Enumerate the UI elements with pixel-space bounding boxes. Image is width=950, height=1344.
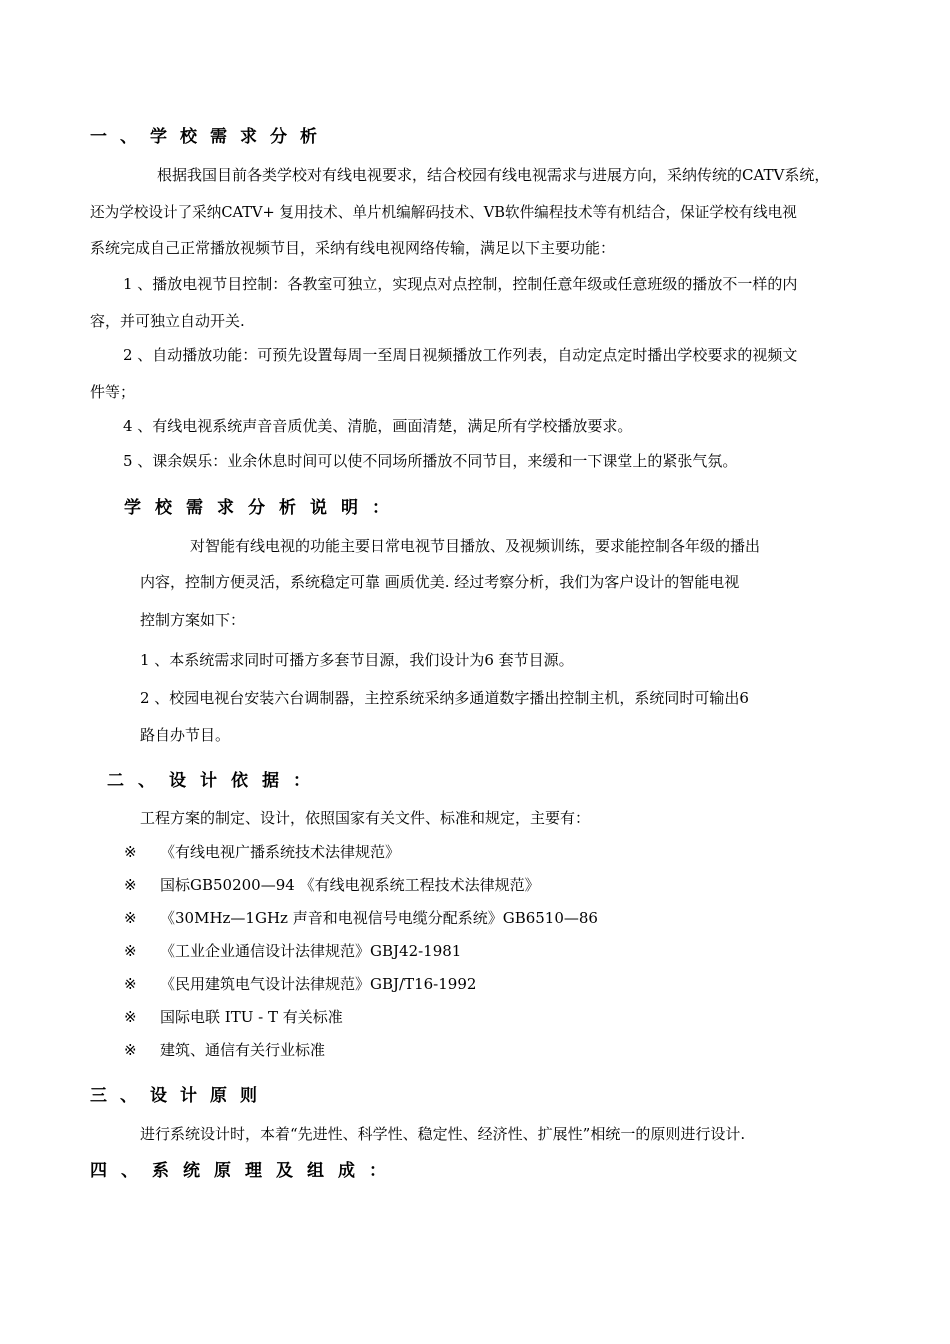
reference-bullet-icon: ※ [124,843,137,861]
reference-bullet-icon: ※ [124,942,137,960]
reference-bullet-icon: ※ [124,876,137,894]
section-1b-item-2-line-1: 2 、校园电视台安装六台调制器，主控系统采纳多通道数字播出控制主机，系统同时可输出6 [140,689,749,707]
section-1-item-4: 5 、课余娱乐：业余休息时间可以使不同场所播放不同节目，来缓和一下课堂上的紧张气氛。 [123,452,738,470]
section-1-item-2-line-2: 件等； [90,383,136,401]
section-1-item-1-line-1: 1 、播放电视节目控制：各教室可独立，实现点对点控制，控制任意年级或任意班级的播放不一样的内 [123,275,798,293]
section-1b-heading: 学校需求分析说明： [124,498,403,518]
section-1-para-line-2: 还为学校设计了采纳CATV+ 复用技术、单片机编解码技术、VB软件编程技术等有机结合，保证学校有线电视 [90,204,797,221]
section-1b-item-2-line-2: 路自办节目。 [140,726,231,744]
reference-bullet-icon: ※ [124,1008,137,1026]
reference-item [124,842,400,862]
reference-bullet-icon: ※ [124,909,137,927]
reference-item [124,1040,325,1060]
reference-text: 国际电联 ITU - T 有关标准 [160,1008,343,1026]
section-1b-para-line-3: 控制方案如下： [140,611,246,629]
reference-text: 《工业企业通信设计法律规范》GBJ42-1981 [160,942,462,960]
reference-item [124,1007,343,1027]
reference-bullet-icon: ※ [124,1041,137,1059]
reference-bullet-icon: ※ [124,975,137,993]
section-1-item-3: 4 、有线电视系统声音音质优美、清脆，画面清楚，满足所有学校播放要求。 [123,417,633,435]
section-1b-para-line-1: 对智能有线电视的功能主要日常电视节目播放、及视频训练，要求能控制各年级的播出 [190,537,761,555]
section-1-item-2-line-1: 2 、自动播放功能：可预先设置每周一至周日视频播放工作列表，自动定点定时播出学校要求的视频文 [123,346,798,364]
reference-text: 国标GB50200—94 《有线电视系统工程技术法律规范》 [160,876,540,894]
section-2-heading: 二、设计依据： [107,771,324,791]
reference-item [124,908,598,928]
section-1b-para-line-2: 内容，控制方便灵活，系统稳定可靠 画质优美. 经过考察分析，我们为客户设计的智能电视 [140,573,740,591]
reference-text: 《民用建筑电气设计法律规范》GBJ/T16-1992 [160,975,477,993]
reference-text: 《有线电视广播系统技术法律规范》 [160,843,401,861]
section-3-para: 进行系统设计时，本着“先进性、科学性、稳定性、经济性、扩展性”相统一的原则进行设计. [140,1125,746,1143]
section-2-intro: 工程方案的制定、设计，依照国家有关文件、标准和规定，主要有： [140,809,591,827]
reference-item [124,941,461,961]
section-1-para-line-3: 系统完成自己正常播放视频节目，采纳有线电视网络传输，满足以下主要功能： [90,239,616,257]
reference-text: 《30MHz—1GHz 声音和电视信号电缆分配系统》GB6510—86 [160,909,598,927]
section-1-heading: 一、学校需求分析 [90,127,330,147]
section-1b-item-1: 1 、本系统需求同时可播方多套节目源，我们设计为6 套节目源。 [140,651,574,669]
reference-text: 建筑、通信有关行业标准 [160,1041,326,1059]
section-1-item-1-line-2: 容，并可独立自动开关. [90,312,245,330]
section-3-heading: 三、设计原则 [90,1086,270,1106]
reference-item [124,974,476,994]
reference-item [124,875,540,895]
section-1-para-line-1: 根据我国目前各类学校对有线电视要求，结合校园有线电视需求与进展方向，采纳传统的CATV系统， [157,166,830,184]
section-4-heading: 四、系统原理及组成： [90,1161,400,1181]
